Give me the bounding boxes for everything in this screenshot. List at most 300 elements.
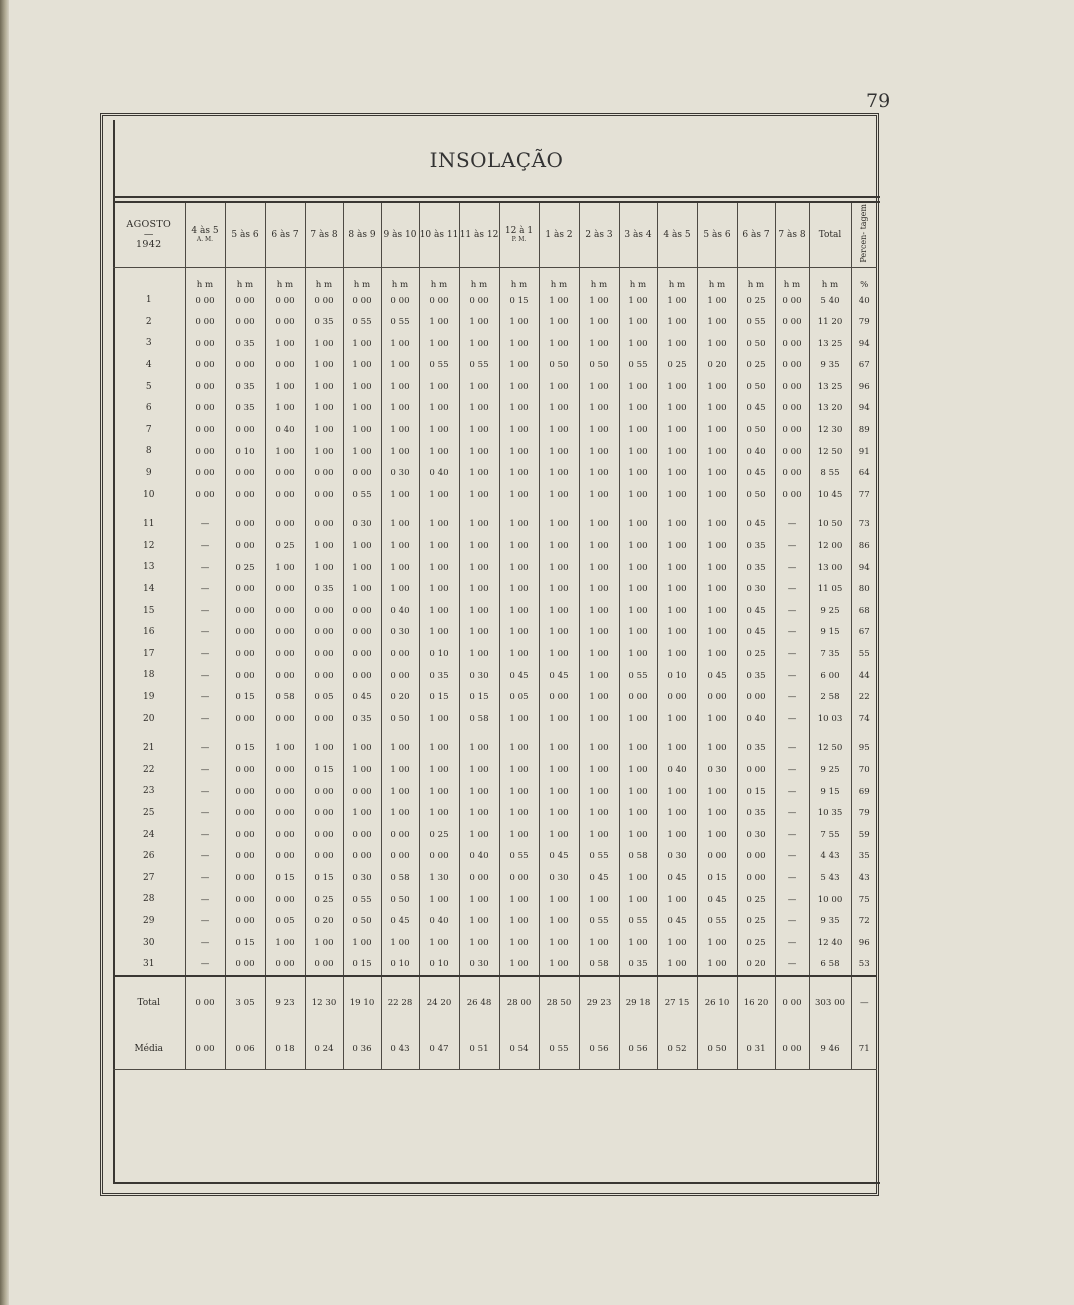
value-cell: 1 00 bbox=[579, 312, 619, 334]
value-cell: 0 15 bbox=[697, 867, 737, 889]
hour-column-header bbox=[737, 203, 775, 268]
value-cell: — bbox=[185, 687, 225, 709]
value-cell: 0 55 bbox=[619, 911, 657, 933]
value-cell: 2 58 bbox=[809, 687, 851, 709]
value-cell: 0 35 bbox=[343, 708, 381, 730]
hour-column-header bbox=[775, 203, 809, 268]
value-cell: 1 00 bbox=[697, 644, 737, 666]
value-cell: 0 00 bbox=[225, 781, 265, 803]
value-cell: 1 00 bbox=[499, 536, 539, 558]
value-cell: 1 00 bbox=[343, 536, 381, 558]
value-cell: 1 00 bbox=[619, 644, 657, 666]
value-cell: 1 00 bbox=[459, 759, 499, 781]
value-cell: 0 45 bbox=[343, 687, 381, 709]
value-cell: 0 00 bbox=[305, 846, 343, 868]
value-cell: 0 00 bbox=[343, 665, 381, 687]
day-cell: 18 bbox=[143, 670, 155, 681]
value-cell: 1 00 bbox=[619, 738, 657, 760]
value-cell: 0 50 bbox=[579, 355, 619, 377]
table-row bbox=[113, 536, 877, 558]
value-cell: 0 00 bbox=[343, 846, 381, 868]
value-cell: 1 00 bbox=[343, 355, 381, 377]
value-cell: 1 00 bbox=[499, 398, 539, 420]
value-cell: 1 00 bbox=[343, 557, 381, 579]
hour-column-header bbox=[343, 203, 381, 268]
value-cell: 0 55 bbox=[697, 911, 737, 933]
value-cell: 1 00 bbox=[381, 536, 419, 558]
value-cell: 0 00 bbox=[459, 290, 499, 312]
value-cell: 1 00 bbox=[579, 889, 619, 911]
percent-cell: 91 bbox=[851, 441, 877, 463]
gap-cell bbox=[185, 730, 225, 738]
value-cell: 1 00 bbox=[305, 441, 343, 463]
value-cell: 1 00 bbox=[381, 333, 419, 355]
value-cell: 1 00 bbox=[539, 600, 579, 622]
value-cell: 1 00 bbox=[539, 463, 579, 485]
value-cell: 1 00 bbox=[419, 514, 459, 536]
value-cell: 1 00 bbox=[499, 889, 539, 911]
value-cell: 0 20 bbox=[737, 954, 775, 977]
value-cell: 1 00 bbox=[657, 579, 697, 601]
table-row bbox=[113, 312, 877, 334]
value-cell: 0 00 bbox=[343, 781, 381, 803]
unit-label: h m bbox=[305, 268, 343, 291]
value-cell: 1 00 bbox=[499, 484, 539, 506]
block-gap bbox=[113, 506, 877, 514]
value-cell: 0 25 bbox=[305, 889, 343, 911]
value-cell: 0 00 bbox=[305, 622, 343, 644]
hour-column-label: 6 às 7 bbox=[742, 229, 770, 240]
value-cell: 0 00 bbox=[265, 824, 305, 846]
day-cell: 10 bbox=[143, 489, 155, 500]
value-cell: 1 00 bbox=[459, 781, 499, 803]
table-row bbox=[113, 441, 877, 463]
value-cell: 0 30 bbox=[343, 514, 381, 536]
value-cell: 0 00 bbox=[225, 846, 265, 868]
value-cell: 1 00 bbox=[539, 824, 579, 846]
value-cell: 1 00 bbox=[539, 536, 579, 558]
value-cell: 1 00 bbox=[539, 557, 579, 579]
value-cell: 1 00 bbox=[657, 536, 697, 558]
value-cell: 1 00 bbox=[579, 420, 619, 442]
percent-cell: 80 bbox=[851, 579, 877, 601]
value-cell: 1 00 bbox=[419, 557, 459, 579]
table-row bbox=[113, 781, 877, 803]
value-cell: 1 00 bbox=[459, 536, 499, 558]
value-cell: 10 35 bbox=[809, 803, 851, 825]
value-cell: 1 00 bbox=[697, 932, 737, 954]
value-cell: 1 00 bbox=[305, 398, 343, 420]
hour-column-header bbox=[265, 203, 305, 268]
hour-column-header bbox=[539, 203, 579, 268]
hour-column-header bbox=[809, 203, 851, 268]
table-row bbox=[113, 355, 877, 377]
value-cell: 0 25 bbox=[419, 824, 459, 846]
value-cell: 13 25 bbox=[809, 333, 851, 355]
percent-cell: 95 bbox=[851, 738, 877, 760]
value-cell: 1 00 bbox=[619, 889, 657, 911]
value-cell: 1 00 bbox=[459, 484, 499, 506]
gap-cell bbox=[225, 730, 265, 738]
value-cell: 0 00 bbox=[775, 484, 809, 506]
value-cell: 1 30 bbox=[419, 867, 459, 889]
value-cell: 0 00 bbox=[381, 644, 419, 666]
day-cell: 8 bbox=[145, 446, 152, 457]
value-cell: 1 00 bbox=[499, 600, 539, 622]
value-cell: 1 00 bbox=[419, 420, 459, 442]
day-cell: 21 bbox=[143, 743, 155, 754]
value-cell: — bbox=[185, 824, 225, 846]
value-cell: 1 00 bbox=[657, 824, 697, 846]
media-row-label: Média bbox=[113, 1029, 185, 1070]
value-cell: 0 30 bbox=[381, 622, 419, 644]
value-cell: 0 58 bbox=[459, 708, 499, 730]
value-cell: 0 55 bbox=[381, 312, 419, 334]
value-cell: 0 00 bbox=[265, 355, 305, 377]
value-cell: 0 15 bbox=[225, 738, 265, 760]
value-cell: 0 15 bbox=[305, 867, 343, 889]
value-cell: 1 00 bbox=[499, 333, 539, 355]
hour-column-label: 6 às 7 bbox=[271, 229, 299, 240]
percent-cell: 79 bbox=[851, 803, 877, 825]
value-cell: 1 00 bbox=[697, 536, 737, 558]
unit-label: h m bbox=[459, 268, 499, 291]
value-cell: 0 15 bbox=[343, 954, 381, 977]
table-row bbox=[113, 463, 877, 485]
value-cell: 1 00 bbox=[539, 803, 579, 825]
value-cell: 0 25 bbox=[265, 536, 305, 558]
value-cell: 1 00 bbox=[697, 441, 737, 463]
value-cell: 0 00 bbox=[265, 312, 305, 334]
value-cell: 9 15 bbox=[809, 622, 851, 644]
value-cell: — bbox=[775, 536, 809, 558]
gap-cell bbox=[265, 506, 305, 514]
value-cell: 1 00 bbox=[697, 514, 737, 536]
value-cell: — bbox=[775, 600, 809, 622]
day-cell: 3 bbox=[145, 338, 152, 349]
value-cell: 1 00 bbox=[305, 376, 343, 398]
value-cell: 0 00 bbox=[225, 708, 265, 730]
media-row-cell: 0 31 bbox=[737, 1029, 775, 1070]
value-cell: 1 00 bbox=[579, 579, 619, 601]
value-cell: 1 00 bbox=[499, 803, 539, 825]
value-cell: 0 45 bbox=[657, 867, 697, 889]
value-cell: 1 00 bbox=[499, 514, 539, 536]
day-cell: 9 bbox=[145, 468, 152, 479]
day-cell: 15 bbox=[143, 605, 155, 616]
media-row-cell: 0 06 bbox=[225, 1029, 265, 1070]
day-cell: 11 bbox=[143, 519, 155, 530]
media-row-cell: 0 00 bbox=[775, 1029, 809, 1070]
value-cell: 1 00 bbox=[697, 484, 737, 506]
value-cell: 1 00 bbox=[539, 738, 579, 760]
value-cell: 0 00 bbox=[775, 420, 809, 442]
value-cell: 0 55 bbox=[459, 355, 499, 377]
value-cell: 1 00 bbox=[499, 579, 539, 601]
value-cell: 0 25 bbox=[737, 355, 775, 377]
value-cell: — bbox=[185, 759, 225, 781]
value-cell: 9 25 bbox=[809, 759, 851, 781]
block-gap bbox=[113, 730, 877, 738]
value-cell: 0 30 bbox=[697, 759, 737, 781]
value-cell: 10 03 bbox=[809, 708, 851, 730]
day-cell: 22 bbox=[143, 764, 155, 775]
value-cell: 1 00 bbox=[459, 600, 499, 622]
table-row bbox=[113, 846, 877, 868]
value-cell: 1 00 bbox=[499, 557, 539, 579]
hour-column-header bbox=[499, 203, 539, 268]
media-row-cell: 0 47 bbox=[419, 1029, 459, 1070]
hour-column-header bbox=[657, 203, 697, 268]
value-cell: 0 30 bbox=[343, 867, 381, 889]
value-cell: 0 40 bbox=[419, 463, 459, 485]
value-cell: 0 00 bbox=[775, 290, 809, 312]
value-cell: — bbox=[185, 622, 225, 644]
gap-cell bbox=[619, 506, 657, 514]
value-cell: 1 00 bbox=[499, 781, 539, 803]
value-cell: 1 00 bbox=[381, 579, 419, 601]
value-cell: — bbox=[185, 514, 225, 536]
total-row-cell: 26 10 bbox=[697, 976, 737, 1029]
value-cell: 1 00 bbox=[381, 355, 419, 377]
value-cell: 1 00 bbox=[459, 333, 499, 355]
value-cell: 1 00 bbox=[579, 781, 619, 803]
value-cell: 1 00 bbox=[539, 420, 579, 442]
value-cell: 0 40 bbox=[381, 600, 419, 622]
value-cell: 1 00 bbox=[619, 781, 657, 803]
value-cell: 0 45 bbox=[539, 665, 579, 687]
percent-cell: 96 bbox=[851, 376, 877, 398]
units-row bbox=[113, 268, 877, 291]
table-row bbox=[113, 932, 877, 954]
unit-label: h m bbox=[265, 268, 305, 291]
gap-cell bbox=[381, 730, 419, 738]
percent-cell: 67 bbox=[851, 622, 877, 644]
value-cell: 1 00 bbox=[579, 708, 619, 730]
value-cell: 0 05 bbox=[305, 687, 343, 709]
gap-cell bbox=[579, 506, 619, 514]
month-header-line: AGOSTO bbox=[126, 219, 172, 230]
value-cell: 0 00 bbox=[225, 824, 265, 846]
value-cell: — bbox=[775, 622, 809, 644]
units-blank bbox=[113, 268, 185, 291]
value-cell: 0 25 bbox=[225, 557, 265, 579]
value-cell: 1 00 bbox=[657, 333, 697, 355]
value-cell: 0 50 bbox=[737, 484, 775, 506]
hour-column-header bbox=[697, 203, 737, 268]
value-cell: 0 58 bbox=[619, 846, 657, 868]
value-cell: 5 43 bbox=[809, 867, 851, 889]
value-cell: 1 00 bbox=[657, 441, 697, 463]
day-cell: 26 bbox=[143, 851, 155, 862]
value-cell: 0 00 bbox=[737, 867, 775, 889]
value-cell: 1 00 bbox=[305, 738, 343, 760]
value-cell: 0 00 bbox=[185, 398, 225, 420]
value-cell: 0 00 bbox=[225, 420, 265, 442]
hour-column-sublabel: P. M. bbox=[511, 236, 527, 243]
day-cell: 4 bbox=[145, 360, 152, 371]
value-cell: 0 00 bbox=[343, 290, 381, 312]
value-cell: 0 00 bbox=[499, 867, 539, 889]
value-cell: 0 55 bbox=[619, 665, 657, 687]
insolation-table bbox=[113, 203, 877, 1070]
gap-cell bbox=[539, 730, 579, 738]
percent-cell: 94 bbox=[851, 398, 877, 420]
table-row bbox=[113, 803, 877, 825]
value-cell: 1 00 bbox=[657, 954, 697, 977]
value-cell: 0 00 bbox=[225, 665, 265, 687]
table-row bbox=[113, 911, 877, 933]
gap-cell bbox=[419, 730, 459, 738]
value-cell: 0 00 bbox=[737, 759, 775, 781]
percent-cell: 89 bbox=[851, 420, 877, 442]
total-row-cell: 29 18 bbox=[619, 976, 657, 1029]
total-row-cell: 26 48 bbox=[459, 976, 499, 1029]
value-cell: 1 00 bbox=[657, 484, 697, 506]
table-row bbox=[113, 420, 877, 442]
value-cell: 1 00 bbox=[459, 441, 499, 463]
value-cell: 1 00 bbox=[579, 622, 619, 644]
gap-cell bbox=[265, 730, 305, 738]
percent-cell: 69 bbox=[851, 781, 877, 803]
percent-cell: 73 bbox=[851, 514, 877, 536]
value-cell: 0 45 bbox=[539, 846, 579, 868]
table-row bbox=[113, 600, 877, 622]
value-cell: 1 00 bbox=[419, 759, 459, 781]
value-cell: 0 15 bbox=[225, 687, 265, 709]
value-cell: — bbox=[775, 579, 809, 601]
hour-column-label: 12 à 1 bbox=[504, 226, 534, 236]
value-cell: 1 00 bbox=[381, 398, 419, 420]
value-cell: 0 00 bbox=[185, 355, 225, 377]
media-row-cell: 0 52 bbox=[657, 1029, 697, 1070]
value-cell: 0 00 bbox=[265, 484, 305, 506]
value-cell: 0 00 bbox=[305, 644, 343, 666]
value-cell: 0 10 bbox=[225, 441, 265, 463]
value-cell: 1 00 bbox=[539, 644, 579, 666]
unit-label: h m bbox=[343, 268, 381, 291]
value-cell: 0 55 bbox=[619, 355, 657, 377]
value-cell: — bbox=[775, 781, 809, 803]
gap-cell bbox=[697, 730, 737, 738]
value-cell: 0 58 bbox=[381, 867, 419, 889]
value-cell: 1 00 bbox=[343, 803, 381, 825]
gap-cell bbox=[851, 506, 877, 514]
value-cell: 1 00 bbox=[619, 759, 657, 781]
value-cell: — bbox=[185, 846, 225, 868]
value-cell: 0 45 bbox=[737, 463, 775, 485]
value-cell: 0 30 bbox=[459, 665, 499, 687]
value-cell: 1 00 bbox=[697, 781, 737, 803]
value-cell: 0 30 bbox=[539, 867, 579, 889]
value-cell: 1 00 bbox=[539, 622, 579, 644]
value-cell: — bbox=[775, 708, 809, 730]
gap-cell bbox=[459, 730, 499, 738]
total-row-label: Total bbox=[113, 976, 185, 1029]
value-cell: 1 00 bbox=[619, 579, 657, 601]
value-cell: 7 55 bbox=[809, 824, 851, 846]
value-cell: 0 00 bbox=[459, 867, 499, 889]
value-cell: 1 00 bbox=[459, 622, 499, 644]
table-row bbox=[113, 484, 877, 506]
value-cell: 0 30 bbox=[737, 824, 775, 846]
value-cell: 0 55 bbox=[419, 355, 459, 377]
value-cell: — bbox=[775, 557, 809, 579]
value-cell: 1 00 bbox=[579, 398, 619, 420]
value-cell: 0 00 bbox=[265, 889, 305, 911]
value-cell: 0 25 bbox=[657, 355, 697, 377]
value-cell: 0 15 bbox=[459, 687, 499, 709]
value-cell: 1 00 bbox=[459, 557, 499, 579]
value-cell: 11 05 bbox=[809, 579, 851, 601]
media-row bbox=[113, 1029, 877, 1070]
value-cell: 1 00 bbox=[419, 600, 459, 622]
value-cell: 1 00 bbox=[539, 759, 579, 781]
value-cell: 0 55 bbox=[343, 484, 381, 506]
value-cell: 1 00 bbox=[343, 759, 381, 781]
value-cell: 12 40 bbox=[809, 932, 851, 954]
value-cell: 0 00 bbox=[225, 954, 265, 977]
value-cell: 1 00 bbox=[619, 867, 657, 889]
value-cell: 1 00 bbox=[381, 514, 419, 536]
table-row bbox=[113, 954, 877, 977]
value-cell: 1 00 bbox=[657, 514, 697, 536]
value-cell: 1 00 bbox=[305, 355, 343, 377]
value-cell: 0 00 bbox=[225, 889, 265, 911]
day-cell: 12 bbox=[143, 540, 155, 551]
value-cell: 0 15 bbox=[499, 290, 539, 312]
value-cell: 1 00 bbox=[579, 441, 619, 463]
unit-label: h m bbox=[657, 268, 697, 291]
value-cell: 10 50 bbox=[809, 514, 851, 536]
value-cell: 0 00 bbox=[343, 824, 381, 846]
value-cell: 1 00 bbox=[539, 290, 579, 312]
day-cell: 27 bbox=[143, 872, 155, 883]
value-cell: 0 58 bbox=[579, 954, 619, 977]
value-cell: — bbox=[185, 738, 225, 760]
table-row bbox=[113, 333, 877, 355]
media-row-cell: 9 46 bbox=[809, 1029, 851, 1070]
value-cell: 0 50 bbox=[381, 889, 419, 911]
unit-label: h m bbox=[419, 268, 459, 291]
hour-column-header bbox=[579, 203, 619, 268]
value-cell: 1 00 bbox=[619, 420, 657, 442]
value-cell: 1 00 bbox=[381, 420, 419, 442]
value-cell: 0 15 bbox=[225, 932, 265, 954]
value-cell: 1 00 bbox=[419, 622, 459, 644]
table-title: INSOLAÇÃO bbox=[429, 148, 564, 172]
hour-column-header bbox=[225, 203, 265, 268]
percent-cell: 53 bbox=[851, 954, 877, 977]
value-cell: 0 00 bbox=[305, 514, 343, 536]
day-cell: 7 bbox=[145, 424, 152, 435]
value-cell: 1 00 bbox=[499, 759, 539, 781]
value-cell: 1 00 bbox=[343, 738, 381, 760]
value-cell: 0 35 bbox=[305, 312, 343, 334]
value-cell: — bbox=[775, 911, 809, 933]
table-row bbox=[113, 889, 877, 911]
value-cell: 1 00 bbox=[579, 557, 619, 579]
gap-cell bbox=[579, 730, 619, 738]
unit-label: h m bbox=[185, 268, 225, 291]
value-cell: 0 45 bbox=[499, 665, 539, 687]
value-cell: — bbox=[185, 708, 225, 730]
value-cell: 1 00 bbox=[499, 312, 539, 334]
value-cell: 0 25 bbox=[737, 911, 775, 933]
hour-column-label: 4 às 5 bbox=[191, 226, 219, 236]
day-cell: 23 bbox=[143, 786, 155, 797]
value-cell: 0 58 bbox=[265, 687, 305, 709]
